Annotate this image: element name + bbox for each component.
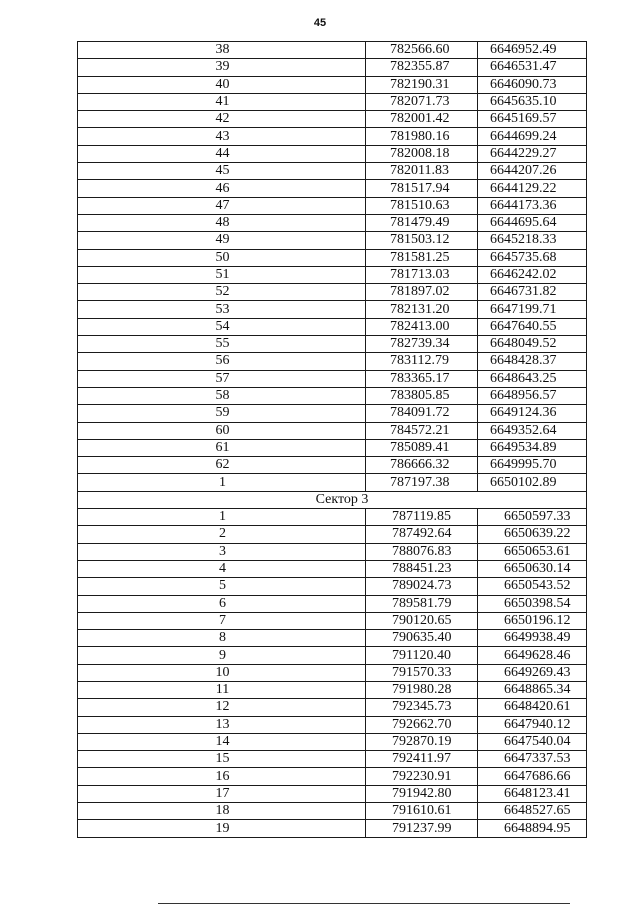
y-coordinate-cell: 6647337.53 — [478, 751, 587, 768]
point-number-cell: 55 — [78, 336, 366, 353]
y-coordinate-cell: 6646952.49 — [478, 42, 587, 59]
x-coordinate-cell: 787119.85 — [366, 509, 478, 526]
coordinates-table-frame — [77, 41, 586, 838]
x-coordinate-cell: 782739.34 — [366, 336, 478, 353]
x-coordinate-cell: 791980.28 — [366, 681, 478, 698]
y-coordinate-cell: 6645218.33 — [478, 232, 587, 249]
x-coordinate-cell: 789024.73 — [366, 578, 478, 595]
x-coordinate-cell: 787197.38 — [366, 474, 478, 491]
y-coordinate-cell: 6646731.82 — [478, 284, 587, 301]
x-coordinate-cell: 782001.42 — [366, 111, 478, 128]
table-row — [78, 353, 587, 370]
y-coordinate-cell: 6649124.36 — [478, 405, 587, 422]
section-header-row — [78, 491, 587, 508]
table-row — [78, 751, 587, 768]
table-row — [78, 284, 587, 301]
x-coordinate-cell: 783112.79 — [366, 353, 478, 370]
x-coordinate-cell: 792230.91 — [366, 768, 478, 785]
x-coordinate-cell: 782008.18 — [366, 145, 478, 162]
y-coordinate-cell: 6645735.68 — [478, 249, 587, 266]
table-row — [78, 543, 587, 560]
table-row — [78, 59, 587, 76]
y-coordinate-cell: 6648865.34 — [478, 681, 587, 698]
x-coordinate-cell: 791942.80 — [366, 785, 478, 802]
point-number-cell: 40 — [78, 76, 366, 93]
x-coordinate-cell: 792662.70 — [366, 716, 478, 733]
y-coordinate-cell: 6648123.41 — [478, 785, 587, 802]
y-coordinate-cell: 6650398.54 — [478, 595, 587, 612]
table-row — [78, 647, 587, 664]
table-row — [78, 370, 587, 387]
x-coordinate-cell: 787492.64 — [366, 526, 478, 543]
point-number-cell: 43 — [78, 128, 366, 145]
point-number-cell: 15 — [78, 751, 366, 768]
point-number-cell: 62 — [78, 457, 366, 474]
point-number-cell: 57 — [78, 370, 366, 387]
table-row — [78, 249, 587, 266]
y-coordinate-cell: 6647199.71 — [478, 301, 587, 318]
y-coordinate-cell: 6647686.66 — [478, 768, 587, 785]
point-number-cell: 5 — [78, 578, 366, 595]
table-row — [78, 163, 587, 180]
x-coordinate-cell: 782071.73 — [366, 93, 478, 110]
x-coordinate-cell: 781510.63 — [366, 197, 478, 214]
table-row — [78, 111, 587, 128]
table-row — [78, 474, 587, 491]
rows-after-section — [78, 509, 587, 838]
y-coordinate-cell: 6644695.64 — [478, 214, 587, 231]
point-number-cell: 7 — [78, 612, 366, 629]
y-coordinate-cell: 6648428.37 — [478, 353, 587, 370]
point-number-cell: 17 — [78, 785, 366, 802]
y-coordinate-cell: 6649995.70 — [478, 457, 587, 474]
y-coordinate-cell: 6649269.43 — [478, 664, 587, 681]
x-coordinate-cell: 791120.40 — [366, 647, 478, 664]
x-coordinate-cell: 783805.85 — [366, 387, 478, 404]
section-title: Сектор 3 — [78, 491, 587, 508]
x-coordinate-cell: 781479.49 — [366, 214, 478, 231]
table-row — [78, 422, 587, 439]
x-coordinate-cell: 783365.17 — [366, 370, 478, 387]
point-number-cell: 46 — [78, 180, 366, 197]
y-coordinate-cell: 6650639.22 — [478, 526, 587, 543]
point-number-cell: 16 — [78, 768, 366, 785]
y-coordinate-cell: 6649938.49 — [478, 630, 587, 647]
table-row — [78, 76, 587, 93]
point-number-cell: 14 — [78, 733, 366, 750]
point-number-cell: 47 — [78, 197, 366, 214]
table-row — [78, 180, 587, 197]
x-coordinate-cell: 790120.65 — [366, 612, 478, 629]
y-coordinate-cell: 6646242.02 — [478, 266, 587, 283]
x-coordinate-cell: 792345.73 — [366, 699, 478, 716]
x-coordinate-cell: 790635.40 — [366, 630, 478, 647]
table-row — [78, 699, 587, 716]
point-number-cell: 6 — [78, 595, 366, 612]
point-number-cell: 1 — [78, 509, 366, 526]
point-number-cell: 11 — [78, 681, 366, 698]
point-number-cell: 13 — [78, 716, 366, 733]
point-number-cell: 52 — [78, 284, 366, 301]
section-header-group — [78, 491, 587, 508]
table-row — [78, 803, 587, 820]
x-coordinate-cell: 781503.12 — [366, 232, 478, 249]
y-coordinate-cell: 6644229.27 — [478, 145, 587, 162]
point-number-cell: 3 — [78, 543, 366, 560]
point-number-cell: 48 — [78, 214, 366, 231]
y-coordinate-cell: 6650102.89 — [478, 474, 587, 491]
table-row — [78, 197, 587, 214]
x-coordinate-cell: 784572.21 — [366, 422, 478, 439]
point-number-cell: 38 — [78, 42, 366, 59]
y-coordinate-cell: 6647640.55 — [478, 318, 587, 335]
point-number-cell: 18 — [78, 803, 366, 820]
x-coordinate-cell: 782190.31 — [366, 76, 478, 93]
x-coordinate-cell: 786666.32 — [366, 457, 478, 474]
y-coordinate-cell: 6650543.52 — [478, 578, 587, 595]
x-coordinate-cell: 781897.02 — [366, 284, 478, 301]
point-number-cell: 56 — [78, 353, 366, 370]
y-coordinate-cell: 6644129.22 — [478, 180, 587, 197]
x-coordinate-cell: 792411.97 — [366, 751, 478, 768]
point-number-cell: 42 — [78, 111, 366, 128]
point-number-cell: 54 — [78, 318, 366, 335]
y-coordinate-cell: 6648527.65 — [478, 803, 587, 820]
x-coordinate-cell: 782011.83 — [366, 163, 478, 180]
x-coordinate-cell: 791610.61 — [366, 803, 478, 820]
point-number-cell: 50 — [78, 249, 366, 266]
x-coordinate-cell: 789581.79 — [366, 595, 478, 612]
y-coordinate-cell: 6645169.57 — [478, 111, 587, 128]
table-row — [78, 509, 587, 526]
point-number-cell: 10 — [78, 664, 366, 681]
x-coordinate-cell: 782131.20 — [366, 301, 478, 318]
point-number-cell: 8 — [78, 630, 366, 647]
x-coordinate-cell: 781581.25 — [366, 249, 478, 266]
point-number-cell: 58 — [78, 387, 366, 404]
table-row — [78, 560, 587, 577]
bottom-rule — [158, 903, 570, 904]
point-number-cell: 49 — [78, 232, 366, 249]
table-row — [78, 768, 587, 785]
y-coordinate-cell: 6644699.24 — [478, 128, 587, 145]
point-number-cell: 59 — [78, 405, 366, 422]
table-row — [78, 664, 587, 681]
table-row — [78, 145, 587, 162]
table-row — [78, 387, 587, 404]
point-number-cell: 61 — [78, 439, 366, 456]
y-coordinate-cell: 6645635.10 — [478, 93, 587, 110]
coordinates-table — [77, 41, 587, 838]
x-coordinate-cell: 782355.87 — [366, 59, 478, 76]
y-coordinate-cell: 6648894.95 — [478, 820, 587, 837]
y-coordinate-cell: 6649352.64 — [478, 422, 587, 439]
x-coordinate-cell: 792870.19 — [366, 733, 478, 750]
point-number-cell: 44 — [78, 145, 366, 162]
point-number-cell: 12 — [78, 699, 366, 716]
y-coordinate-cell: 6644207.26 — [478, 163, 587, 180]
table-row — [78, 578, 587, 595]
point-number-cell: 41 — [78, 93, 366, 110]
table-row — [78, 681, 587, 698]
table-row — [78, 595, 587, 612]
table-row — [78, 612, 587, 629]
point-number-cell: 9 — [78, 647, 366, 664]
y-coordinate-cell: 6649534.89 — [478, 439, 587, 456]
y-coordinate-cell: 6647540.04 — [478, 733, 587, 750]
y-coordinate-cell: 6647940.12 — [478, 716, 587, 733]
x-coordinate-cell: 791237.99 — [366, 820, 478, 837]
y-coordinate-cell: 6650597.33 — [478, 509, 587, 526]
point-number-cell: 45 — [78, 163, 366, 180]
point-number-cell: 53 — [78, 301, 366, 318]
point-number-cell: 39 — [78, 59, 366, 76]
table-row — [78, 630, 587, 647]
point-number-cell: 2 — [78, 526, 366, 543]
y-coordinate-cell: 6648049.52 — [478, 336, 587, 353]
x-coordinate-cell: 791570.33 — [366, 664, 478, 681]
table-row — [78, 93, 587, 110]
table-row — [78, 439, 587, 456]
page-number: 45 — [313, 17, 327, 29]
y-coordinate-cell: 6644173.36 — [478, 197, 587, 214]
table-row — [78, 405, 587, 422]
table-row — [78, 301, 587, 318]
x-coordinate-cell: 788451.23 — [366, 560, 478, 577]
point-number-cell: 1 — [78, 474, 366, 491]
x-coordinate-cell: 782566.60 — [366, 42, 478, 59]
table-row — [78, 266, 587, 283]
table-row — [78, 336, 587, 353]
table-row — [78, 526, 587, 543]
table-row — [78, 716, 587, 733]
x-coordinate-cell: 781980.16 — [366, 128, 478, 145]
y-coordinate-cell: 6650653.61 — [478, 543, 587, 560]
x-coordinate-cell: 788076.83 — [366, 543, 478, 560]
table-row — [78, 733, 587, 750]
rows-before-section — [78, 42, 587, 492]
point-number-cell: 4 — [78, 560, 366, 577]
point-number-cell: 60 — [78, 422, 366, 439]
y-coordinate-cell: 6650630.14 — [478, 560, 587, 577]
table-row — [78, 785, 587, 802]
y-coordinate-cell: 6646531.47 — [478, 59, 587, 76]
x-coordinate-cell: 781713.03 — [366, 266, 478, 283]
table-row — [78, 318, 587, 335]
y-coordinate-cell: 6650196.12 — [478, 612, 587, 629]
y-coordinate-cell: 6649628.46 — [478, 647, 587, 664]
y-coordinate-cell: 6648956.57 — [478, 387, 587, 404]
point-number-cell: 51 — [78, 266, 366, 283]
point-number-cell: 19 — [78, 820, 366, 837]
table-row — [78, 128, 587, 145]
x-coordinate-cell: 782413.00 — [366, 318, 478, 335]
x-coordinate-cell: 785089.41 — [366, 439, 478, 456]
table-row — [78, 820, 587, 837]
table-row — [78, 42, 587, 59]
table-row — [78, 457, 587, 474]
y-coordinate-cell: 6648643.25 — [478, 370, 587, 387]
x-coordinate-cell: 784091.72 — [366, 405, 478, 422]
x-coordinate-cell: 781517.94 — [366, 180, 478, 197]
table-row — [78, 232, 587, 249]
table-row — [78, 214, 587, 231]
y-coordinate-cell: 6648420.61 — [478, 699, 587, 716]
y-coordinate-cell: 6646090.73 — [478, 76, 587, 93]
